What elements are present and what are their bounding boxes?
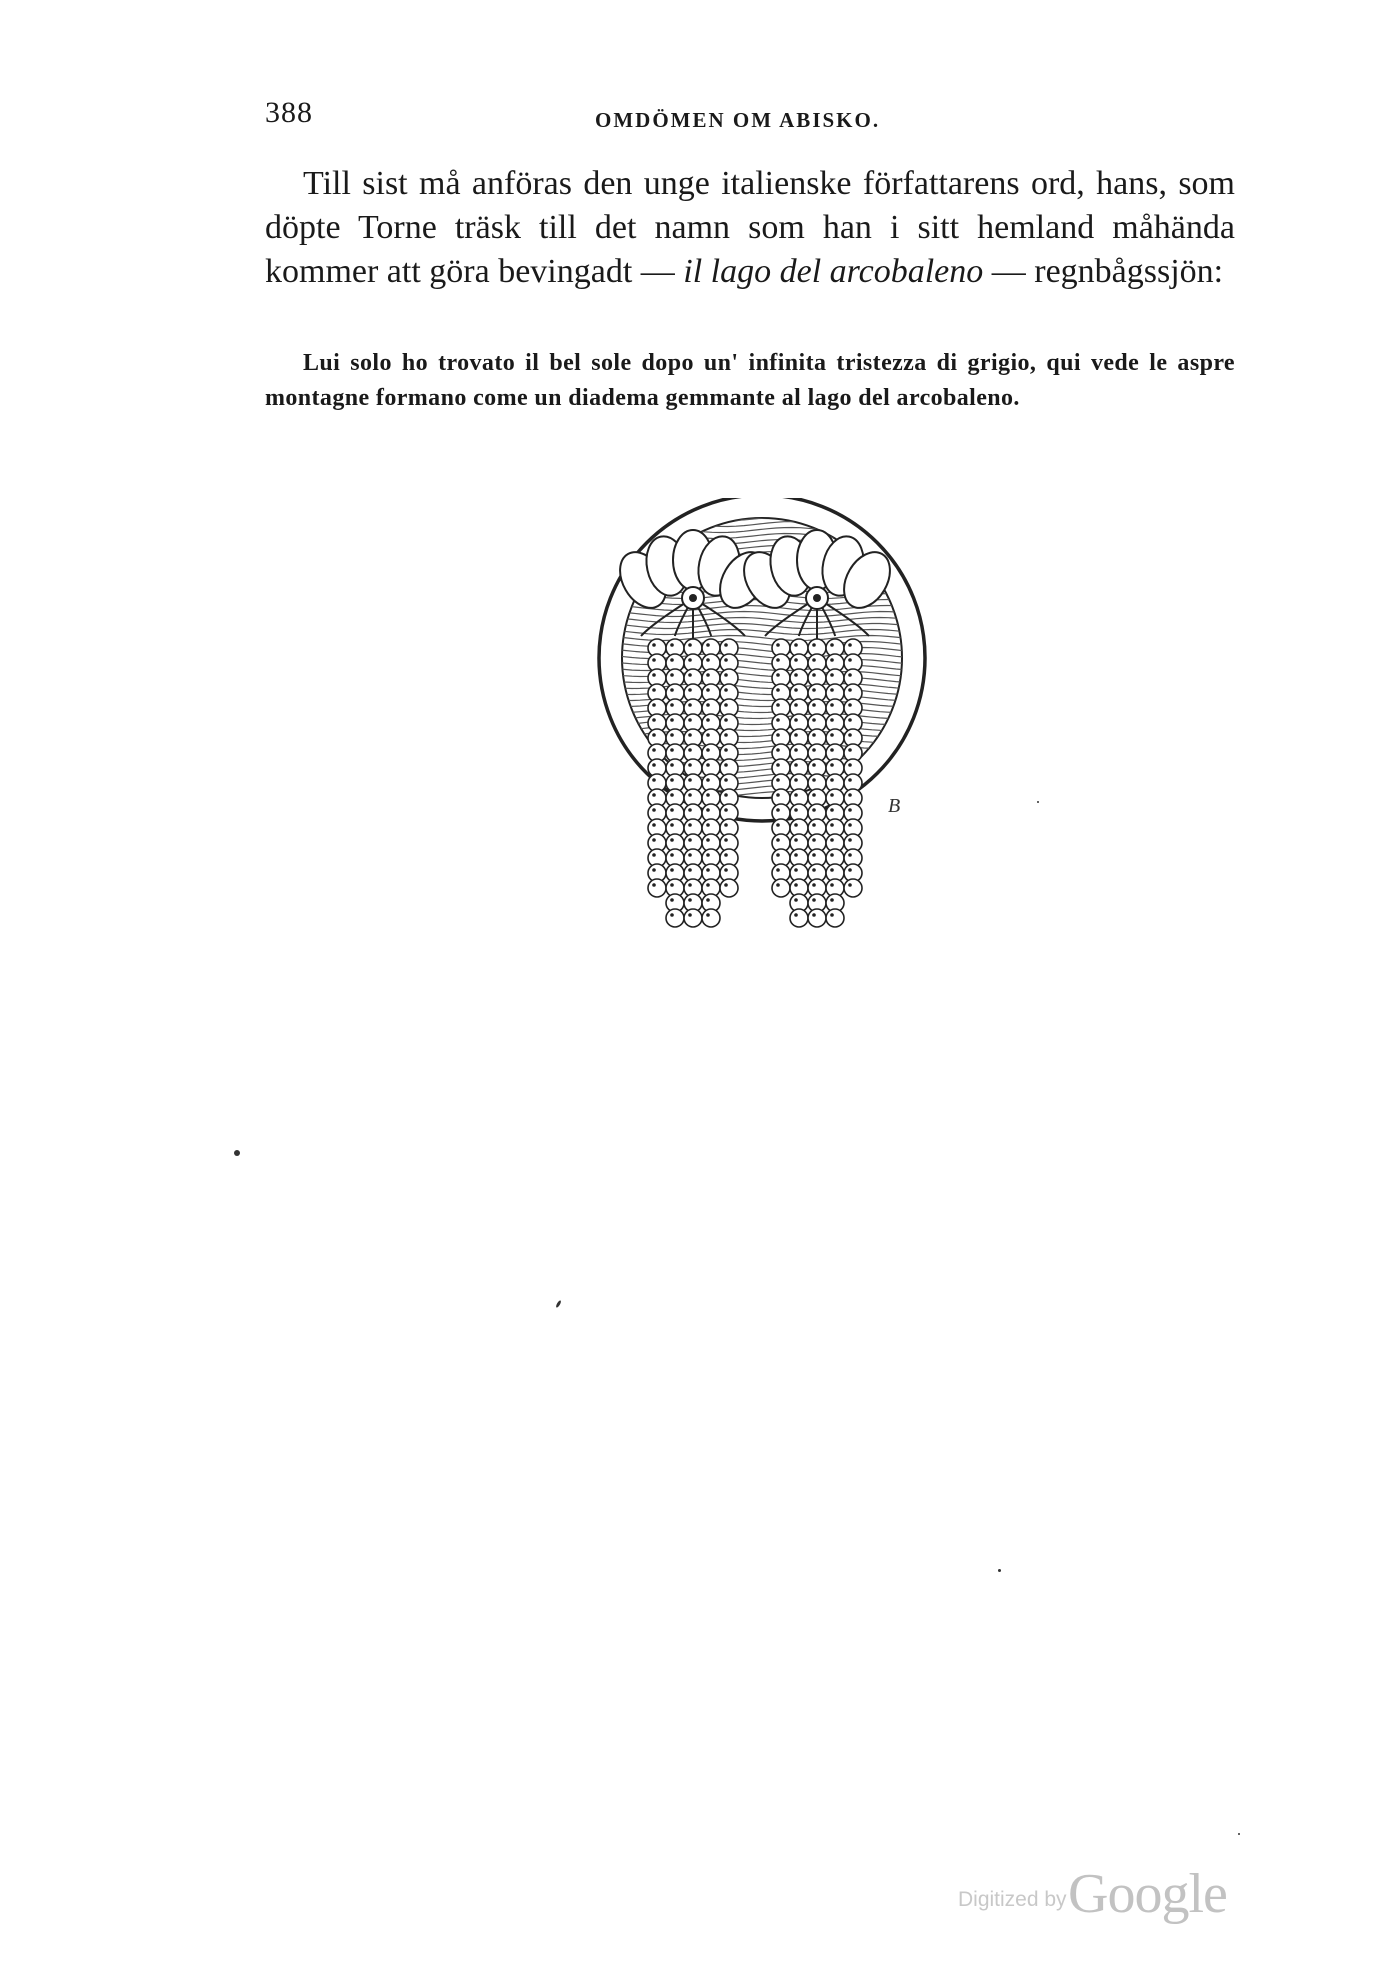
scan-speck	[1037, 801, 1039, 803]
digitized-by-label: Digitized by	[958, 1888, 1067, 1911]
scan-speck	[998, 1569, 1001, 1572]
floral-grape-vignette-icon	[566, 498, 958, 938]
body-text-start: Till sist må anföras den unge italienske författarens ord, hans, som döpte Torne träsk till det namn som han i sitt hemland måhända kommer att göra bevingadt —	[265, 165, 1235, 290]
italic-phrase: il lago del arcobaleno	[683, 253, 984, 290]
running-head: OMDÖMEN OM ABISKO.	[595, 108, 881, 132]
google-watermark: Google	[1068, 1863, 1227, 1925]
scan-speck	[234, 1150, 240, 1156]
scan-speck	[555, 1300, 562, 1308]
quote-text: Lui solo ho trovato il bel sole dopo un' infinita tristezza di grigio, qui vede le aspre montagne formano come un diadema gemmante al lago del arcobaleno.	[265, 350, 1235, 411]
body-paragraph	[265, 162, 1235, 294]
ornament-monogram: B	[888, 795, 901, 817]
scan-speck	[1238, 1833, 1240, 1835]
body-text-end: — regnbågssjön:	[983, 253, 1224, 290]
page-number: 388	[265, 96, 313, 129]
italian-quote	[265, 346, 1235, 416]
